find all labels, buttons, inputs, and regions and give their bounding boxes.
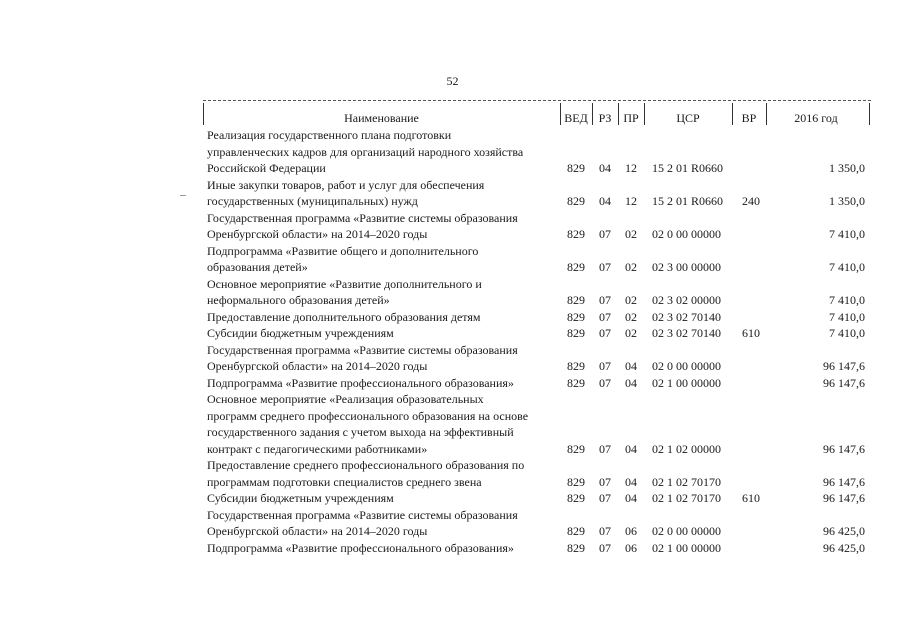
row-name [203,177,548,210]
row-name-line: Государственная программа «Развитие системы образования [207,210,518,225]
row-name [203,457,548,490]
row-ved: 829 [567,194,585,208]
row-amount: 7 410,0 [829,326,865,340]
row-ved: 829 [567,540,585,555]
table-row [203,177,871,210]
row-amount: 96 425,0 [823,524,865,538]
row-ved: 829 [567,309,585,324]
row-pr: 02 [625,309,637,324]
row-rz: 07 [599,359,611,373]
row-name-line: Оренбургской области» на 2014–2020 годы [207,359,428,373]
row-rz: 04 [599,194,611,208]
row-name-line: Подпрограмма «Развитие профессионального образования» [207,375,514,390]
row-name-line: неформального образования детей» [207,293,390,307]
row-amount: 1 350,0 [829,194,865,208]
row-name-line: Оренбургской области» на 2014–2020 годы [207,227,428,241]
row-ved: 829 [567,491,585,505]
row-name-line: программам подготовки специалистов среднего звена [207,474,482,489]
row-name-line: государственных (муниципальных) нужд [207,194,418,208]
row-csr: 02 0 00 00000 [652,524,721,538]
row-name-line: Иные закупки товаров, работ и услуг для обеспечения [207,177,485,192]
row-name-line: образования детей» [207,260,308,274]
row-name [203,391,548,457]
row-rz: 07 [599,375,611,390]
row-amount: 96 147,6 [823,375,865,390]
row-name-line: Предоставление среднего профессионального образования по [207,458,525,472]
header-csr: ЦСР [676,111,700,125]
row-name-line: Государственная программа «Развитие системы образования [207,507,518,522]
row-name [203,342,548,375]
row-ved: 829 [567,161,585,175]
table-row [203,457,871,490]
row-rz: 04 [599,161,611,175]
table-row [203,490,871,507]
table-row [203,243,871,276]
header-pr: ПР [623,111,639,125]
row-csr: 02 3 00 00000 [652,260,721,274]
row-ved: 829 [567,524,585,538]
row-amount: 96 147,6 [823,441,865,456]
scan-mark [180,195,186,196]
row-pr: 02 [625,260,637,274]
row-amount: 96 147,6 [823,474,865,489]
table-row [203,325,871,342]
row-name-line: программ среднего профессионального образования на основе [207,408,529,423]
row-pr: 04 [625,474,637,489]
row-rz: 07 [599,491,611,505]
header-rz: РЗ [598,111,612,125]
row-csr: 02 3 02 00000 [652,293,721,307]
row-ved: 829 [567,260,585,274]
row-pr: 02 [625,227,637,241]
table-row [203,391,871,457]
row-amount: 7 410,0 [829,293,865,307]
header-year: 2016 год [794,111,838,125]
row-pr: 02 [625,293,637,307]
row-ved: 829 [567,227,585,241]
row-rz: 07 [599,474,611,489]
row-name-line: Российской Федерации [207,161,326,175]
row-name-line: Предоставление дополнительного образования детям [207,309,481,324]
row-rz: 07 [599,441,611,456]
page-number: 52 [446,74,459,88]
row-name-line: Подпрограмма «Развитие общего и дополнительного [207,243,479,258]
row-rz: 07 [599,227,611,241]
row-name-line: Основное мероприятие «Развитие дополнительного и [207,276,482,291]
row-rz: 07 [599,309,611,324]
row-pr: 04 [625,359,637,373]
row-name [203,490,548,507]
row-ved: 829 [567,359,585,373]
row-pr: 06 [625,524,637,538]
row-ved: 829 [567,326,585,340]
row-amount: 1 350,0 [829,161,865,175]
header-ved: ВЕД [564,111,588,125]
row-vr: 610 [742,326,760,340]
row-pr: 02 [625,326,637,340]
row-csr: 15 2 01 R0660 [652,161,724,175]
row-name-line: Субсидии бюджетным учреждениям [207,326,394,340]
row-pr: 04 [625,375,637,390]
table-row [203,127,871,177]
row-rz: 07 [599,524,611,538]
table-body [203,127,871,556]
row-pr: 06 [625,540,637,555]
row-pr: 04 [625,491,637,505]
row-vr: 240 [742,194,760,208]
row-name [203,243,548,276]
row-name-line: государственного задания с учетом выхода на эффективный [207,425,514,439]
row-rz: 07 [599,293,611,307]
row-pr: 04 [625,441,637,456]
row-pr: 12 [625,161,637,175]
row-amount: 96 425,0 [823,540,865,555]
row-name-line: Основное мероприятие «Реализация образовательных [207,392,484,406]
row-csr: 02 1 02 70170 [652,491,721,505]
row-name [203,309,548,326]
row-name [203,127,548,177]
row-csr: 02 0 00 00000 [652,359,721,373]
row-ved: 829 [567,293,585,307]
row-name-line: контракт с педагогическими работниками» [207,441,428,456]
row-pr: 12 [625,194,637,208]
row-vr: 610 [742,491,760,505]
header-name: Наименование [344,111,419,125]
row-name-line: Подпрограмма «Развитие профессионального образования» [207,540,514,555]
table-header [203,100,871,127]
row-name-line: Субсидии бюджетным учреждениям [207,491,394,505]
row-csr: 02 1 00 00000 [652,540,721,555]
row-csr: 02 1 02 00000 [652,441,721,456]
row-name [203,325,548,342]
row-csr: 02 3 02 70140 [652,309,721,324]
row-name [203,540,548,557]
row-name-line: Реализация государственного плана подготовки [207,128,452,142]
row-ved: 829 [567,441,585,456]
table-row [203,309,871,326]
table-row [203,210,871,243]
row-ved: 829 [567,474,585,489]
row-ved: 829 [567,375,585,390]
budget-table [203,100,871,556]
table-row [203,375,871,392]
row-rz: 07 [599,326,611,340]
row-csr: 02 0 00 00000 [652,227,721,241]
row-csr: 02 1 00 00000 [652,375,721,390]
row-amount: 96 147,6 [823,491,865,505]
row-name [203,507,548,540]
row-csr: 15 2 01 R0660 [652,194,724,208]
table-row [203,276,871,309]
row-rz: 07 [599,260,611,274]
row-amount: 7 410,0 [829,227,865,241]
row-amount: 96 147,6 [823,359,865,373]
row-name [203,276,548,309]
row-amount: 7 410,0 [829,309,865,324]
table-row [203,342,871,375]
row-name-line: управленческих кадров для организаций народного хозяйства [207,144,524,159]
row-name-line: Оренбургской области» на 2014–2020 годы [207,524,428,538]
row-rz: 07 [599,540,611,555]
table-row [203,540,871,557]
header-vr: ВР [741,111,757,125]
header-divider [869,103,870,125]
row-amount: 7 410,0 [829,260,865,274]
table-row [203,507,871,540]
row-name [203,375,548,392]
row-name [203,210,548,243]
row-csr: 02 1 02 70170 [652,474,721,489]
row-name-line: Государственная программа «Развитие системы образования [207,342,518,357]
row-csr: 02 3 02 70140 [652,326,721,340]
